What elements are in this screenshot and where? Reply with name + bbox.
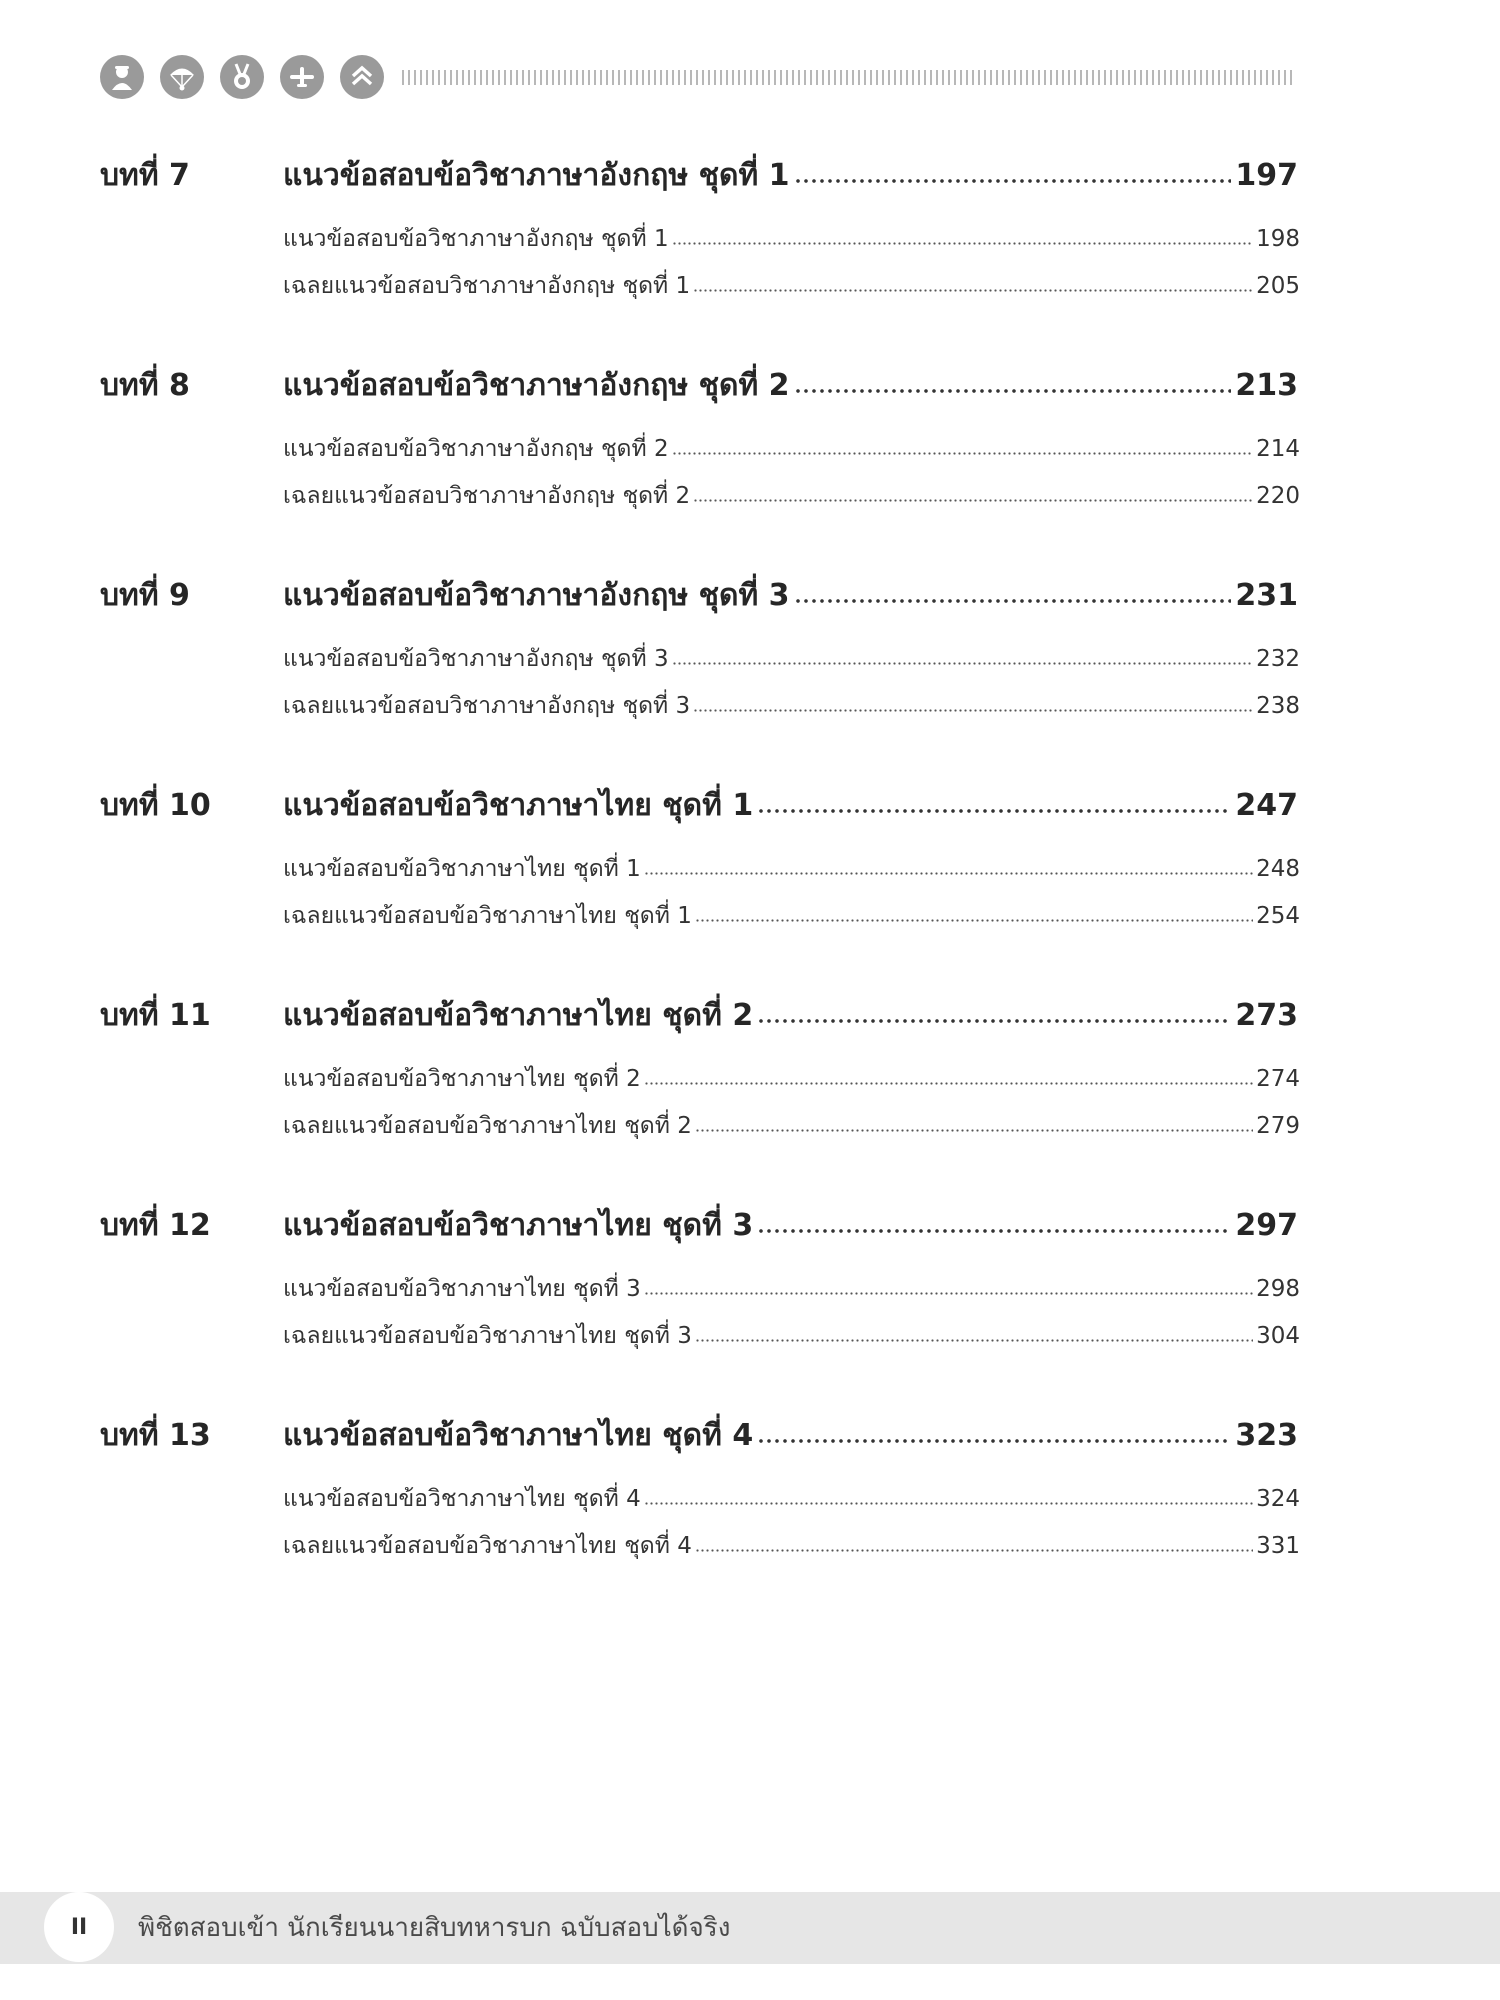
dot-leader [693, 288, 1253, 293]
dot-leader [794, 597, 1232, 605]
entry-page: 324 [1256, 1486, 1300, 1512]
chapter-number: บทที่ 7 [100, 158, 190, 193]
entry-page: 279 [1256, 1113, 1300, 1139]
dot-leader [794, 177, 1232, 185]
entry-title: แนวข้อสอบข้อวิชาภาษาอังกฤษ ชุดที่ 2 [283, 436, 669, 462]
dot-leader [672, 241, 1253, 246]
dot-leader [672, 661, 1253, 666]
dot-leader [695, 918, 1253, 923]
chapter-number: บทที่ 12 [100, 1208, 211, 1243]
entry-title: เฉลยแนวข้อสอบวิชาภาษาอังกฤษ ชุดที่ 2 [283, 483, 691, 509]
entry-title: แนวข้อสอบข้อวิชาภาษาไทย ชุดที่ 4 [283, 1486, 641, 1512]
chapter-page: 231 [1235, 578, 1298, 613]
chapter-title: แนวข้อสอบข้อวิชาภาษาอังกฤษ ชุดที่ 3 [283, 578, 790, 613]
chapter-page: 213 [1235, 368, 1298, 403]
dot-leader [644, 1081, 1253, 1086]
chapter-number: บทที่ 9 [100, 578, 190, 613]
medal-icon [220, 55, 264, 99]
dot-leader [644, 1501, 1253, 1506]
toc-entry [283, 431, 1300, 465]
entry-page: 214 [1256, 436, 1300, 462]
entry-page: 248 [1256, 856, 1300, 882]
entry-title: แนวข้อสอบข้อวิชาภาษาไทย ชุดที่ 1 [283, 856, 641, 882]
airplane-icon [280, 55, 324, 99]
dot-leader [644, 1291, 1253, 1296]
parachute-icon [160, 55, 204, 99]
dot-leader [672, 451, 1253, 456]
entry-title: แนวข้อสอบข้อวิชาภาษาไทย ชุดที่ 2 [283, 1066, 641, 1092]
entry-page: 274 [1256, 1066, 1300, 1092]
toc-entry [283, 1318, 1300, 1352]
toc-entry [283, 1271, 1300, 1305]
chapter-page: 247 [1235, 788, 1298, 823]
chapter-title: แนวข้อสอบข้อวิชาภาษาไทย ชุดที่ 2 [283, 998, 754, 1033]
chapter-heading [100, 362, 1298, 406]
chapter-title: แนวข้อสอบข้อวิชาภาษาอังกฤษ ชุดที่ 2 [283, 368, 790, 403]
toc-entry [283, 688, 1300, 722]
entry-title: เฉลยแนวข้อสอบข้อวิชาภาษาไทย ชุดที่ 1 [283, 903, 692, 929]
entry-title: เฉลยแนวข้อสอบวิชาภาษาอังกฤษ ชุดที่ 3 [283, 693, 691, 719]
entry-title: เฉลยแนวข้อสอบวิชาภาษาอังกฤษ ชุดที่ 1 [283, 273, 691, 299]
chapter-heading [100, 782, 1298, 826]
header-icon-row [100, 55, 384, 99]
entry-page: 331 [1256, 1533, 1300, 1559]
toc-entry [283, 221, 1300, 255]
entry-title: เฉลยแนวข้อสอบข้อวิชาภาษาไทย ชุดที่ 2 [283, 1113, 692, 1139]
toc-entry [283, 1108, 1300, 1142]
entry-title: แนวข้อสอบข้อวิชาภาษาไทย ชุดที่ 3 [283, 1276, 641, 1302]
entry-page: 205 [1256, 273, 1300, 299]
dot-leader [757, 807, 1231, 815]
chapter-title: แนวข้อสอบข้อวิชาภาษาไทย ชุดที่ 3 [283, 1208, 754, 1243]
entry-page: 220 [1256, 483, 1300, 509]
soldier-icon [100, 55, 144, 99]
dot-leader [757, 1437, 1231, 1445]
chapter-heading [100, 1202, 1298, 1246]
toc-entry [283, 1061, 1300, 1095]
entry-page: 304 [1256, 1323, 1300, 1349]
entry-page: 254 [1256, 903, 1300, 929]
dot-leader [757, 1017, 1231, 1025]
chapter-heading [100, 1412, 1298, 1456]
toc-entry [283, 1481, 1300, 1515]
chapter-number: บทที่ 11 [100, 998, 211, 1033]
chapter-page: 323 [1235, 1418, 1298, 1453]
chapter-heading [100, 992, 1298, 1036]
toc-entry [283, 641, 1300, 675]
rank-chevron-icon [340, 55, 384, 99]
entry-title: เฉลยแนวข้อสอบข้อวิชาภาษาไทย ชุดที่ 3 [283, 1323, 692, 1349]
header-tick-strip [402, 70, 1294, 85]
dot-leader [695, 1338, 1253, 1343]
dot-leader [757, 1227, 1231, 1235]
dot-leader [794, 387, 1232, 395]
entry-title: เฉลยแนวข้อสอบข้อวิชาภาษาไทย ชุดที่ 4 [283, 1533, 692, 1559]
dot-leader [693, 708, 1253, 713]
chapter-number: บทที่ 10 [100, 788, 211, 823]
toc-entry [283, 268, 1300, 302]
footer-page-number: II [44, 1892, 114, 1962]
chapter-page: 197 [1235, 158, 1298, 193]
chapter-title: แนวข้อสอบข้อวิชาภาษาไทย ชุดที่ 1 [283, 788, 754, 823]
entry-title: แนวข้อสอบข้อวิชาภาษาอังกฤษ ชุดที่ 3 [283, 646, 669, 672]
entry-page: 298 [1256, 1276, 1300, 1302]
chapter-title: แนวข้อสอบข้อวิชาภาษาอังกฤษ ชุดที่ 1 [283, 158, 790, 193]
toc-entry [283, 1528, 1300, 1562]
chapter-number: บทที่ 8 [100, 368, 190, 403]
toc-entry [283, 851, 1300, 885]
chapter-page: 297 [1235, 1208, 1298, 1243]
chapter-title: แนวข้อสอบข้อวิชาภาษาไทย ชุดที่ 4 [283, 1418, 754, 1453]
chapter-heading [100, 572, 1298, 616]
dot-leader [644, 871, 1253, 876]
chapter-heading [100, 152, 1298, 196]
dot-leader [695, 1548, 1253, 1553]
entry-page: 232 [1256, 646, 1300, 672]
toc-entry [283, 898, 1300, 932]
toc-entry [283, 478, 1300, 512]
entry-page: 198 [1256, 226, 1300, 252]
entry-page: 238 [1256, 693, 1300, 719]
dot-leader [693, 498, 1253, 503]
chapter-number: บทที่ 13 [100, 1418, 211, 1453]
dot-leader [695, 1128, 1253, 1133]
entry-title: แนวข้อสอบข้อวิชาภาษาอังกฤษ ชุดที่ 1 [283, 226, 669, 252]
footer-book-title: พิชิตสอบเข้า นักเรียนนายสิบทหารบก ฉบับสอบได้จริง [138, 1913, 731, 1943]
chapter-page: 273 [1235, 998, 1298, 1033]
